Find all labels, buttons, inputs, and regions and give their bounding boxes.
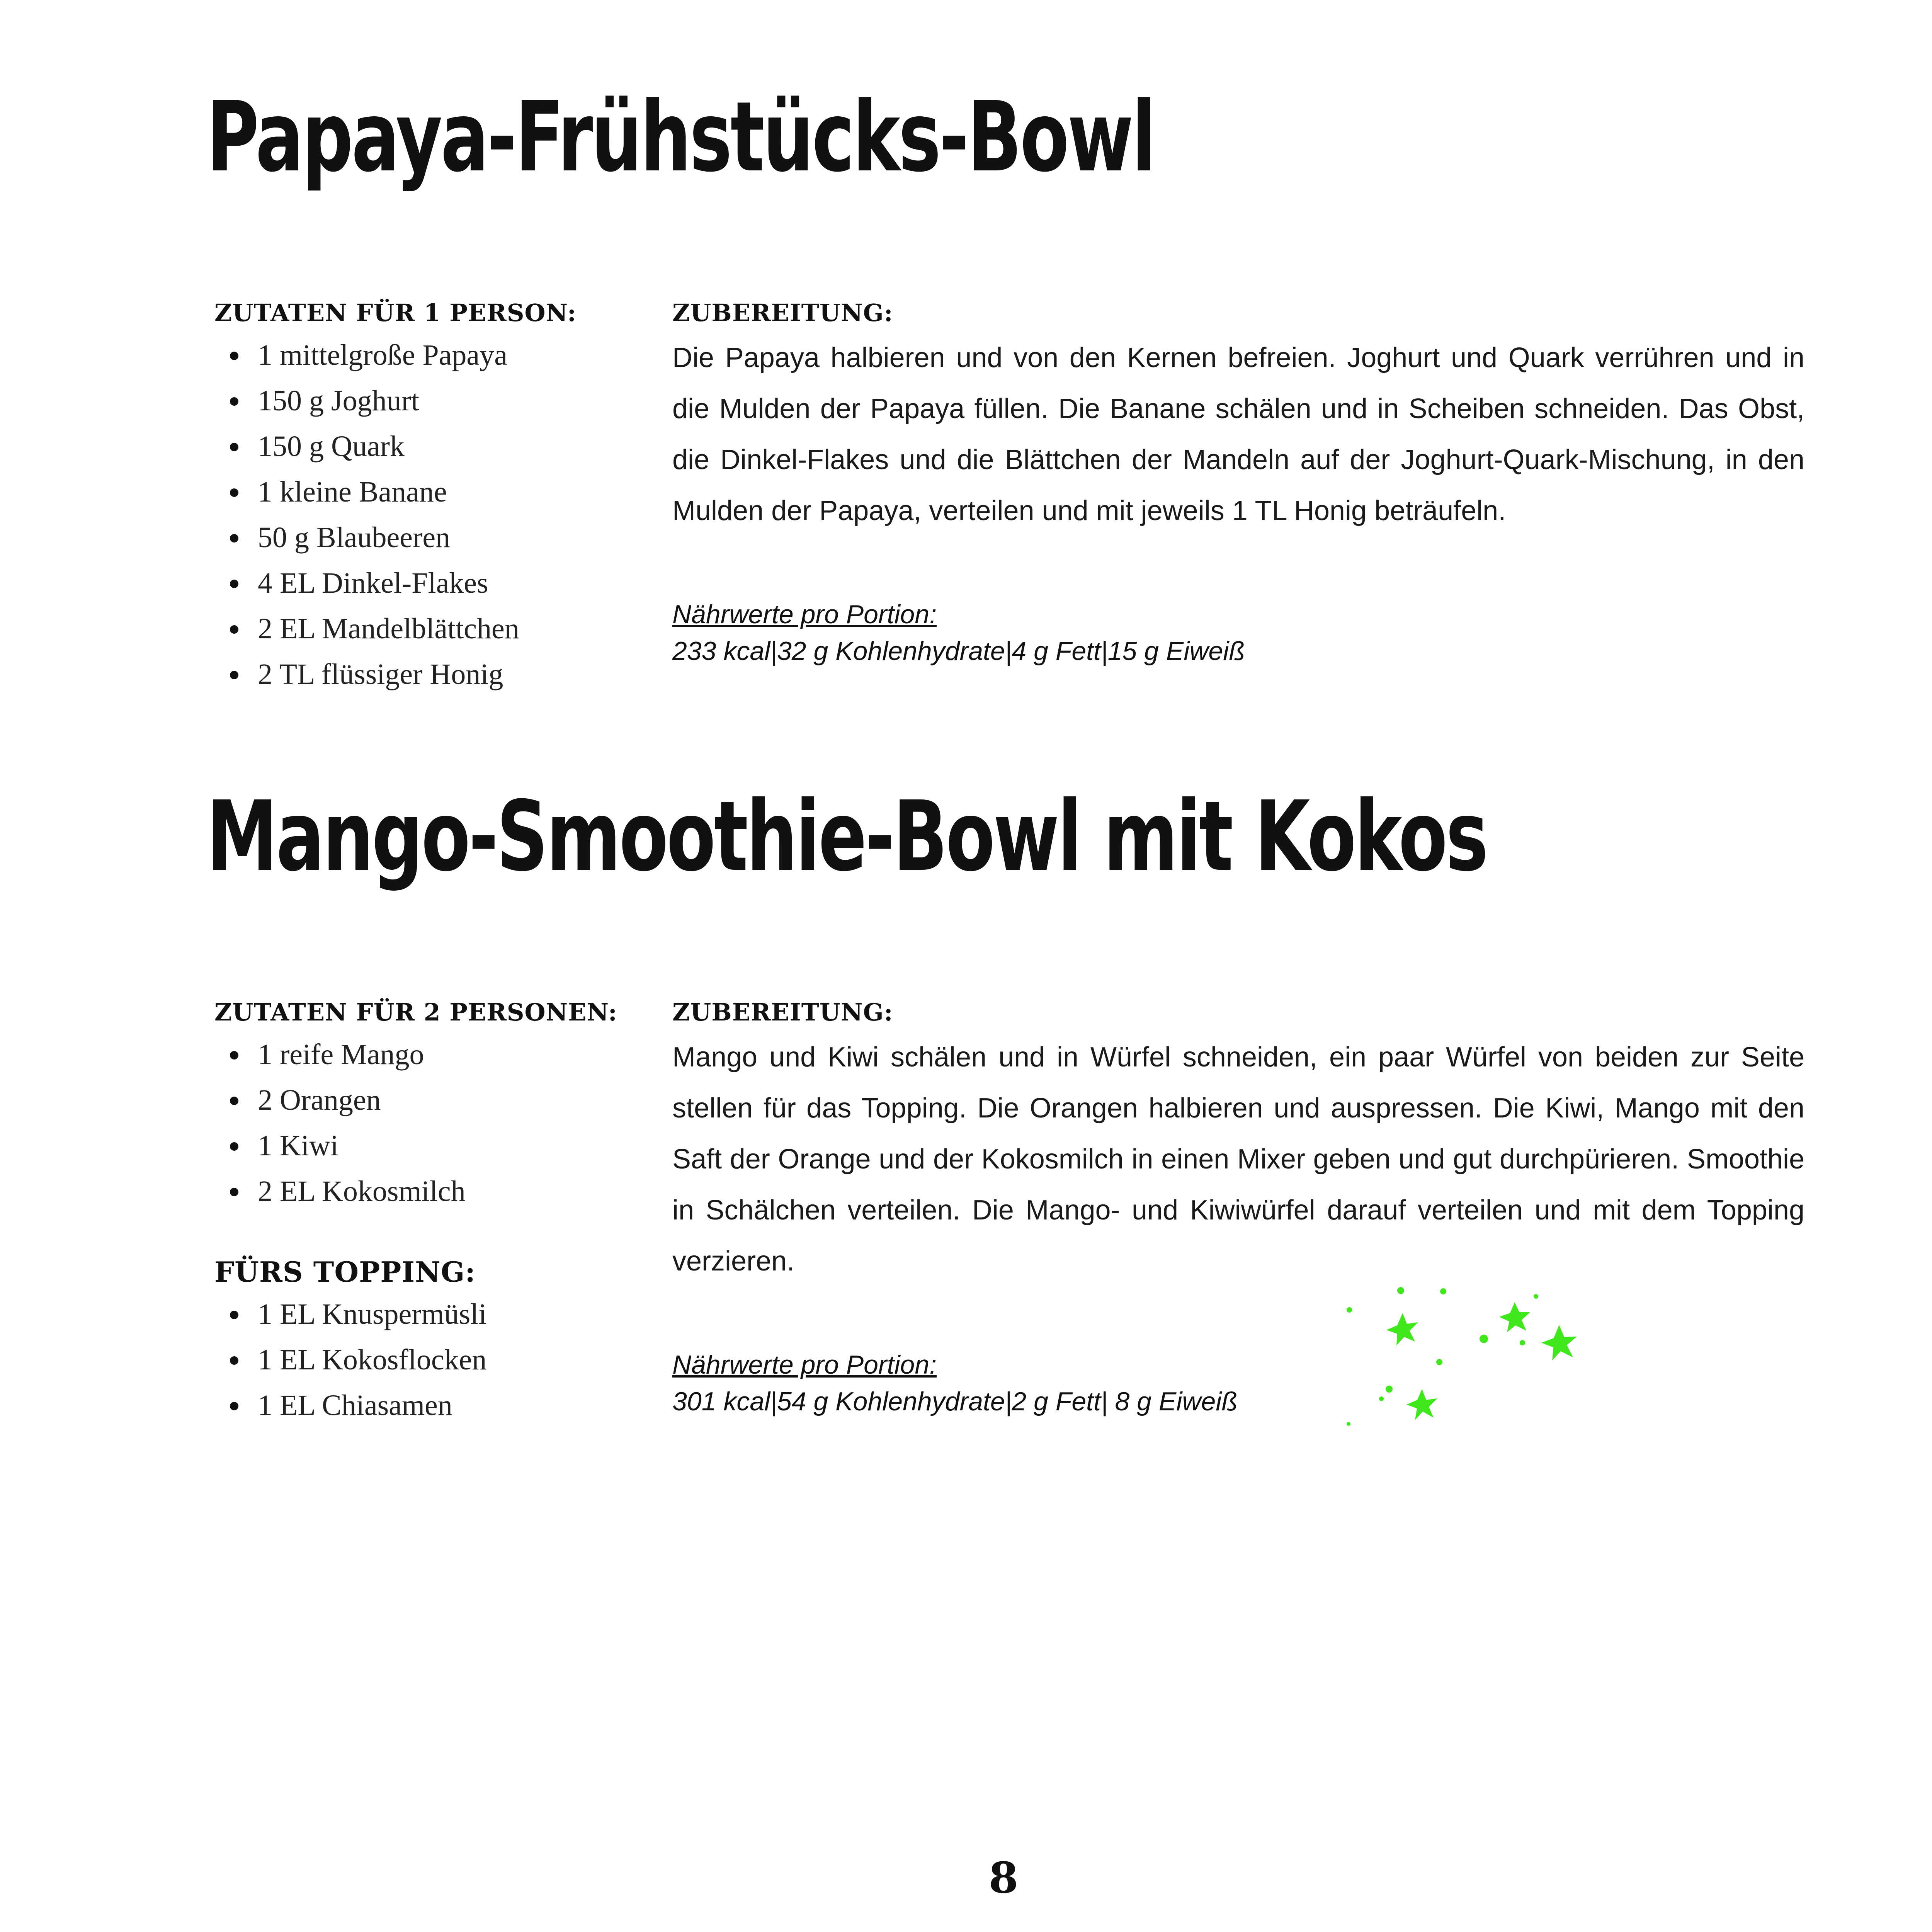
ingredient-item [214,560,639,606]
ingredient-list [214,332,639,697]
ingredient-item [214,1032,639,1077]
topping-text: 1 EL Kokosflocken [258,1344,487,1376]
preparation-text: Mango und Kiwi schälen und in Würfel schneiden, ein paar Würfel von beiden zur Seite stellen für das Topping. Die Orangen halbieren und auspressen. Die Kiwi, Mango mit den Saft der Orange und der Kokosmilch in einen Mixer geben und gut durchpürieren. Smoothie in Schälchen verteilen. Die Mango- und Kiwiwürfel darauf verteilen und mit dem Topping verzieren. [672,1042,1804,1277]
ingredient-text: 2 EL Mandelblättchen [258,612,519,645]
topping-item [214,1383,639,1428]
ingredient-text: 2 TL flüssiger Honig [258,658,503,690]
nutrition-info [672,596,1804,670]
ingredient-text: 1 mittelgroße Papaya [258,339,507,371]
bullet-icon [230,625,238,634]
recipe-title: Mango-Smoothie-Bowl mit Kokos [207,780,1487,893]
bullet-icon [230,1356,238,1365]
preparation-heading: ZUBEREITUNG: [672,998,893,1026]
bullet-icon [230,488,238,497]
bullet-icon [230,1188,238,1196]
nutrition-label: Nährwerte pro Portion: [672,1350,937,1379]
ingredient-item [214,1077,639,1123]
bullet-icon [230,1051,238,1060]
topping-text: 1 EL Chiasamen [258,1389,452,1422]
nutrition-values: 233 kcal|32 g Kohlenhydrate|4 g Fett|15 g Eiweiß [672,636,1245,666]
ingredient-text: 4 EL Dinkel-Flakes [258,567,488,599]
ingredient-item [214,469,639,515]
topping-list [214,1291,639,1428]
bullet-icon [230,580,238,588]
recipe-mango [207,777,1810,1422]
topping-item [214,1291,639,1337]
recipe-title: Papaya-Frühstücks-Bowl [207,81,1155,193]
ingredient-text: 1 reife Mango [258,1038,424,1071]
ingredient-text: 1 kleine Banane [258,476,447,508]
ingredient-item [214,1123,639,1168]
ingredient-text: 50 g Blaubeeren [258,521,451,554]
bullet-icon [230,1097,238,1105]
bullet-icon [230,1311,238,1319]
topping-item [214,1337,639,1383]
ingredient-item [214,332,639,378]
bullet-icon [230,1402,238,1410]
ingredients-heading: ZUTATEN FÜR 2 PERSONEN: [214,998,617,1026]
bullet-icon [230,443,238,451]
splash-decoration-icon [1345,1271,1592,1434]
ingredients-column [214,294,639,697]
ingredients-column [214,993,639,1428]
bullet-icon [230,397,238,406]
ingredient-text: 1 Kiwi [258,1129,338,1162]
ingredient-text: 2 Orangen [258,1084,381,1116]
ingredient-text: 2 EL Kokosmilch [258,1175,466,1208]
preparation-column [672,294,1804,670]
preparation-heading: ZUBEREITUNG: [672,299,893,327]
ingredients-heading: ZUTATEN FÜR 1 PERSON: [214,299,577,327]
bullet-icon [230,1142,238,1151]
topping-text: 1 EL Knuspermüsli [258,1298,487,1330]
nutrition-info [672,1347,1804,1420]
bullet-icon [230,352,238,360]
ingredient-item [214,423,639,469]
ingredient-item [214,378,639,423]
recipe-papaya [207,77,1810,690]
bullet-icon [230,534,238,543]
ingredient-list [214,1032,639,1214]
page-number: 8 [988,1853,1019,1903]
ingredient-text: 150 g Quark [258,430,405,463]
topping-heading: FÜRS TOPPING: [214,1255,476,1288]
nutrition-values: 301 kcal|54 g Kohlenhydrate|2 g Fett| 8 g Eiweiß [672,1387,1238,1416]
bullet-icon [230,671,238,679]
ingredient-item [214,606,639,651]
ingredient-item [214,515,639,560]
nutrition-label: Nährwerte pro Portion: [672,600,937,629]
ingredient-text: 150 g Joghurt [258,384,419,417]
preparation-column [672,993,1804,1420]
preparation-text: Die Papaya halbieren und von den Kernen befreien. Joghurt und Quark verrühren und in die Mulden der Papaya füllen. Die Banane schälen und in Scheiben schneiden. Das Obst, die Dinkel-Flakes und die Blättchen der Mandeln auf der Joghurt-Quark-Mischung, in den Mulden der Papaya, verteilen und mit jeweils 1 TL Honig beträufeln. [672,342,1804,526]
ingredient-item [214,1168,639,1214]
ingredient-item [214,651,639,697]
